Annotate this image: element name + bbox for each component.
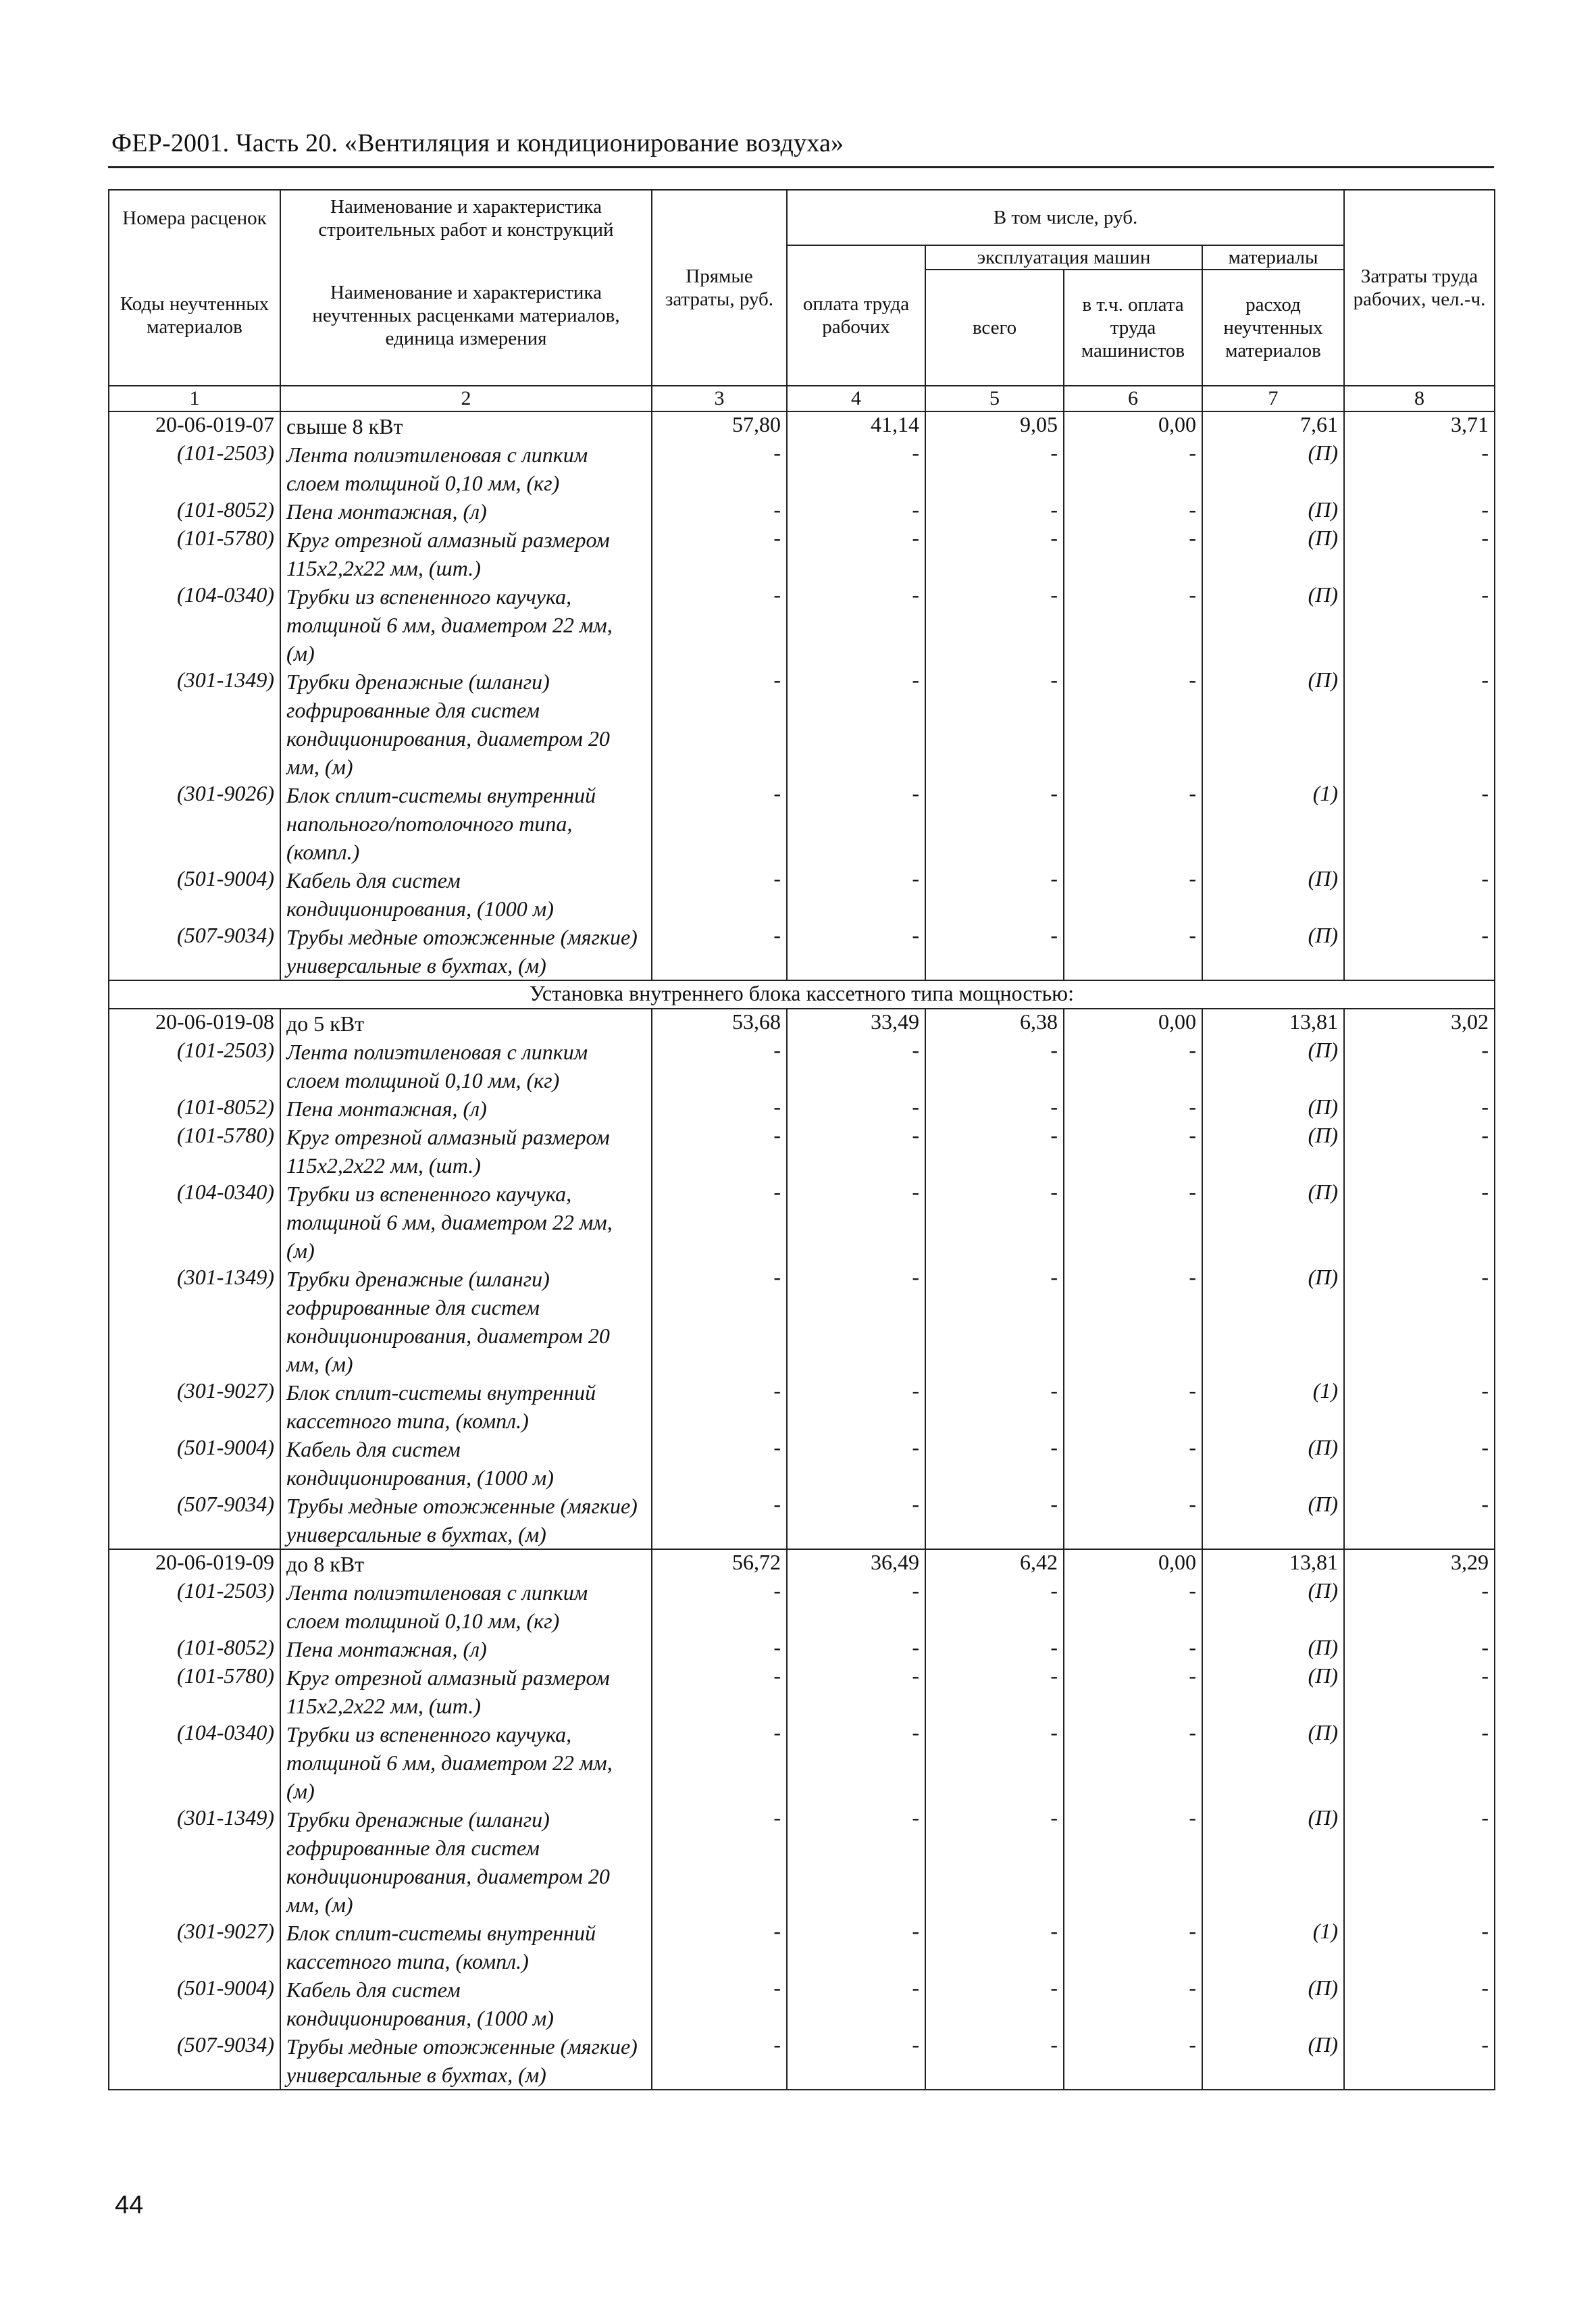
- dash: -: [652, 441, 787, 497]
- machines-total: 6,42: [925, 1549, 1064, 1578]
- dash: -: [1064, 1578, 1202, 1635]
- material-code: (301-9027): [109, 1378, 280, 1435]
- material-name: Круг отрезной алмазный размером 115х2,2х22 мм, (шт.): [280, 1123, 652, 1180]
- material-name: Пена монтажная, (л): [280, 497, 652, 526]
- dash: -: [787, 1805, 925, 1919]
- dash: -: [787, 1378, 925, 1435]
- material-code: (501-9004): [109, 1976, 280, 2032]
- material-row: [109, 1180, 1495, 1265]
- dash: -: [1064, 526, 1202, 582]
- dash: -: [1064, 1095, 1202, 1123]
- material-qty: (П): [1202, 1038, 1344, 1095]
- column-number: 5: [925, 386, 1064, 411]
- material-qty: (П): [1202, 1492, 1344, 1549]
- material-name: Пена монтажная, (л): [280, 1095, 652, 1123]
- dash: -: [925, 1095, 1064, 1123]
- materials: 13,81: [1202, 1009, 1344, 1038]
- dash: -: [787, 866, 925, 923]
- material-row: [109, 1805, 1495, 1919]
- dash: -: [787, 1919, 925, 1976]
- direct-costs: 53,68: [652, 1009, 787, 1038]
- in-total-header: В том числе, руб.: [787, 190, 1344, 245]
- dash: -: [925, 1720, 1064, 1805]
- dash: -: [1344, 441, 1495, 497]
- dash: -: [925, 1976, 1064, 2032]
- material-row: [109, 582, 1495, 668]
- material-name: Кабель для систем кондиционирования, (1000 м): [280, 866, 652, 923]
- dash: -: [1344, 1919, 1495, 1976]
- dash: -: [1064, 497, 1202, 526]
- dash: -: [787, 1976, 925, 2032]
- rate-name: до 8 кВт: [280, 1549, 652, 1578]
- dash: -: [652, 497, 787, 526]
- dash: -: [1344, 497, 1495, 526]
- material-row: [109, 2032, 1495, 2090]
- machines-wages: 0,00: [1064, 1549, 1202, 1578]
- material-row: [109, 1635, 1495, 1663]
- material-name: Лента полиэтиленовая с липким слоем толщиной 0,10 мм, (кг): [280, 441, 652, 497]
- dash: -: [1344, 866, 1495, 923]
- dash: -: [652, 668, 787, 781]
- dash: -: [787, 497, 925, 526]
- dash: -: [925, 441, 1064, 497]
- column-number: 3: [652, 386, 787, 411]
- rate-row: [109, 411, 1495, 441]
- dash: -: [925, 1805, 1064, 1919]
- dash: -: [787, 1635, 925, 1663]
- column-number: 7: [1202, 386, 1344, 411]
- materials-header: материалы: [1202, 245, 1344, 270]
- column-numbers-row: [109, 386, 1495, 411]
- material-name: Трубки дренажные (шланги) гофрированные для систем кондиционирования, диаметром 20 мм, (м): [280, 1805, 652, 1919]
- dash: -: [1064, 1492, 1202, 1549]
- dash: -: [1344, 1038, 1495, 1095]
- dash: -: [652, 1919, 787, 1976]
- dash: -: [652, 866, 787, 923]
- dash: -: [652, 1265, 787, 1378]
- material-code: (301-1349): [109, 1265, 280, 1378]
- labor-header: Затраты труда рабочих, чел.-ч.: [1344, 190, 1495, 386]
- dash: -: [652, 1635, 787, 1663]
- dash: -: [787, 1578, 925, 1635]
- material-row: [109, 1578, 1495, 1635]
- material-code: (301-9027): [109, 1919, 280, 1976]
- dash: -: [787, 441, 925, 497]
- dash: -: [1064, 1720, 1202, 1805]
- dash: -: [1064, 1635, 1202, 1663]
- rate-row: [109, 1009, 1495, 1038]
- dash: -: [652, 1720, 787, 1805]
- dash: -: [1064, 1265, 1202, 1378]
- dash: -: [1344, 1635, 1495, 1663]
- col1-top-header: Номера расценок: [109, 190, 280, 245]
- material-row: [109, 923, 1495, 980]
- dash: -: [787, 1663, 925, 1720]
- dash: -: [925, 866, 1064, 923]
- column-number: 8: [1344, 386, 1495, 411]
- dash: -: [1344, 1095, 1495, 1123]
- material-qty: (П): [1202, 1805, 1344, 1919]
- rate-code: 20-06-019-09: [109, 1549, 280, 1578]
- dash: -: [925, 1919, 1064, 1976]
- material-code: (501-9004): [109, 1435, 280, 1492]
- material-code: (301-1349): [109, 1805, 280, 1919]
- header-rule: [108, 166, 1494, 168]
- dash: -: [1064, 2032, 1202, 2090]
- dash: -: [1064, 1123, 1202, 1180]
- material-code: (101-5780): [109, 1663, 280, 1720]
- material-name: Трубки дренажные (шланги) гофрированные для систем кондиционирования, диаметром 20 мм, (м): [280, 1265, 652, 1378]
- dash: -: [1344, 1435, 1495, 1492]
- labor: 3,02: [1344, 1009, 1495, 1038]
- material-qty: (П): [1202, 526, 1344, 582]
- material-code: (101-8052): [109, 1635, 280, 1663]
- section-row: [109, 980, 1495, 1009]
- dash: -: [787, 2032, 925, 2090]
- material-name: Круг отрезной алмазный размером 115х2,2х22 мм, (шт.): [280, 1663, 652, 1720]
- dash: -: [1344, 1265, 1495, 1378]
- dash: -: [1344, 923, 1495, 980]
- material-row: [109, 1976, 1495, 2032]
- dash: -: [925, 1635, 1064, 1663]
- dash: -: [1344, 1492, 1495, 1549]
- dash: -: [1064, 866, 1202, 923]
- dash: -: [925, 2032, 1064, 2090]
- material-row: [109, 866, 1495, 923]
- machines-wages: 0,00: [1064, 1009, 1202, 1038]
- labor: 3,29: [1344, 1549, 1495, 1578]
- dash: -: [652, 1805, 787, 1919]
- machines-wages-header: в т.ч. оплата труда машинистов: [1064, 270, 1202, 386]
- table-body: [109, 411, 1495, 2090]
- dash: -: [1064, 1976, 1202, 2032]
- material-name: Блок сплит-системы внутренний кассетного типа, (компл.): [280, 1378, 652, 1435]
- col2-top-header: Наименование и характеристика строительных работ и конструкций: [280, 190, 652, 245]
- section-title: Установка внутреннего блока кассетного типа мощностью:: [109, 980, 1495, 1009]
- dash: -: [1064, 1378, 1202, 1435]
- dash: -: [1344, 526, 1495, 582]
- wages: 41,14: [787, 411, 925, 441]
- material-row: [109, 1123, 1495, 1180]
- material-name: Трубки дренажные (шланги) гофрированные для систем кондиционирования, диаметром 20 мм, (м): [280, 668, 652, 781]
- dash: -: [925, 1663, 1064, 1720]
- dash: -: [1064, 781, 1202, 866]
- dash: -: [925, 1378, 1064, 1435]
- material-row: [109, 1265, 1495, 1378]
- dash: -: [1064, 1180, 1202, 1265]
- material-row: [109, 668, 1495, 781]
- rate-code: 20-06-019-07: [109, 411, 280, 441]
- dash: -: [1064, 1805, 1202, 1919]
- wages: 33,49: [787, 1009, 925, 1038]
- dash: -: [652, 1492, 787, 1549]
- dash: -: [652, 526, 787, 582]
- dash: -: [925, 1492, 1064, 1549]
- material-qty: (П): [1202, 1180, 1344, 1265]
- material-qty: (П): [1202, 1578, 1344, 1635]
- material-row: [109, 441, 1495, 497]
- material-row: [109, 1492, 1495, 1549]
- material-name: Трубки из вспененного каучука, толщиной 6 мм, диаметром 22 мм, (м): [280, 1180, 652, 1265]
- dash: -: [652, 582, 787, 668]
- dash: -: [1344, 1123, 1495, 1180]
- material-code: (101-8052): [109, 1095, 280, 1123]
- dash: -: [925, 923, 1064, 980]
- dash: -: [925, 1038, 1064, 1095]
- material-row: [109, 497, 1495, 526]
- material-code: (301-1349): [109, 668, 280, 781]
- col1-bottom-header: Коды неучтенных материалов: [109, 245, 280, 386]
- material-qty: (1): [1202, 781, 1344, 866]
- dash: -: [1344, 1180, 1495, 1265]
- material-code: (104-0340): [109, 1720, 280, 1805]
- col2-bottom-header: Наименование и характеристика неучтенных расценками материалов, единица измерения: [280, 245, 652, 386]
- dash: -: [1064, 582, 1202, 668]
- dash: -: [1344, 582, 1495, 668]
- dash: -: [1064, 1038, 1202, 1095]
- dash: -: [787, 1038, 925, 1095]
- dash: -: [925, 781, 1064, 866]
- dash: -: [652, 1038, 787, 1095]
- dash: -: [925, 1265, 1064, 1378]
- dash: -: [787, 781, 925, 866]
- material-code: (104-0340): [109, 582, 280, 668]
- material-row: [109, 1919, 1495, 1976]
- dash: -: [1064, 441, 1202, 497]
- dash: -: [1344, 1663, 1495, 1720]
- material-code: (507-9034): [109, 2032, 280, 2090]
- material-code: (101-5780): [109, 526, 280, 582]
- material-row: [109, 1038, 1495, 1095]
- material-qty: (П): [1202, 1095, 1344, 1123]
- material-code: (101-8052): [109, 497, 280, 526]
- dash: -: [1344, 1378, 1495, 1435]
- materials: 7,61: [1202, 411, 1344, 441]
- dash: -: [787, 1180, 925, 1265]
- material-qty: (П): [1202, 923, 1344, 980]
- dash: -: [1344, 1720, 1495, 1805]
- material-code: (301-9026): [109, 781, 280, 866]
- labor: 3,71: [1344, 411, 1495, 441]
- material-qty: (П): [1202, 582, 1344, 668]
- material-name: Кабель для систем кондиционирования, (1000 м): [280, 1976, 652, 2032]
- material-row: [109, 1663, 1495, 1720]
- column-number: 4: [787, 386, 925, 411]
- page-header: ФЕР-2001. Часть 20. «Вентиляция и кондиционирование воздуха»: [111, 129, 844, 157]
- dash: -: [1064, 1919, 1202, 1976]
- material-name: Трубки из вспененного каучука, толщиной 6 мм, диаметром 22 мм, (м): [280, 582, 652, 668]
- dash: -: [1064, 1663, 1202, 1720]
- dash: -: [1344, 781, 1495, 866]
- dash: -: [925, 1180, 1064, 1265]
- material-name: Кабель для систем кондиционирования, (1000 м): [280, 1435, 652, 1492]
- material-name: Трубы медные отожженные (мягкие) универсальные в бухтах, (м): [280, 2032, 652, 2090]
- material-name: Трубы медные отожженные (мягкие) универсальные в бухтах, (м): [280, 923, 652, 980]
- material-name: Лента полиэтиленовая с липким слоем толщиной 0,10 мм, (кг): [280, 1578, 652, 1635]
- material-row: [109, 1095, 1495, 1123]
- dash: -: [1344, 1976, 1495, 2032]
- materials-sub-header: расход неучтенных материалов: [1202, 270, 1344, 386]
- material-code: (507-9034): [109, 1492, 280, 1549]
- material-name: Блок сплит-системы внутренний кассетного типа, (компл.): [280, 1919, 652, 1976]
- dash: -: [787, 1095, 925, 1123]
- direct-costs: 57,80: [652, 411, 787, 441]
- rate-row: [109, 1549, 1495, 1578]
- material-qty: (1): [1202, 1378, 1344, 1435]
- dash: -: [1344, 668, 1495, 781]
- dash: -: [925, 582, 1064, 668]
- material-qty: (П): [1202, 1123, 1344, 1180]
- dash: -: [1344, 2032, 1495, 2090]
- material-qty: (П): [1202, 1720, 1344, 1805]
- material-qty: (П): [1202, 441, 1344, 497]
- machines-total-header: всего: [925, 270, 1064, 386]
- dash: -: [787, 526, 925, 582]
- material-name: Трубы медные отожженные (мягкие) универсальные в бухтах, (м): [280, 1492, 652, 1549]
- dash: -: [652, 781, 787, 866]
- material-qty: (П): [1202, 2032, 1344, 2090]
- material-qty: (П): [1202, 866, 1344, 923]
- direct-costs: 56,72: [652, 1549, 787, 1578]
- column-number: 2: [280, 386, 652, 411]
- dash: -: [787, 1435, 925, 1492]
- dash: -: [787, 1123, 925, 1180]
- dash: -: [1344, 1805, 1495, 1919]
- price-table: [108, 189, 1495, 2090]
- material-qty: (1): [1202, 1919, 1344, 1976]
- wages: 36,49: [787, 1549, 925, 1578]
- machines-header: эксплуатация машин: [925, 245, 1202, 270]
- material-row: [109, 781, 1495, 866]
- material-code: (101-2503): [109, 1578, 280, 1635]
- material-qty: (П): [1202, 1435, 1344, 1492]
- material-qty: (П): [1202, 497, 1344, 526]
- material-name: Пена монтажная, (л): [280, 1635, 652, 1663]
- material-qty: (П): [1202, 1635, 1344, 1663]
- column-number: 6: [1064, 386, 1202, 411]
- dash: -: [787, 923, 925, 980]
- dash: -: [652, 2032, 787, 2090]
- dash: -: [1064, 668, 1202, 781]
- dash: -: [652, 1095, 787, 1123]
- rate-name: до 5 кВт: [280, 1009, 652, 1038]
- materials: 13,81: [1202, 1549, 1344, 1578]
- dash: -: [787, 1492, 925, 1549]
- dash: -: [925, 1435, 1064, 1492]
- rate-name: свыше 8 кВт: [280, 411, 652, 441]
- material-qty: (П): [1202, 1976, 1344, 2032]
- rate-code: 20-06-019-08: [109, 1009, 280, 1038]
- dash: -: [652, 1435, 787, 1492]
- machines-total: 6,38: [925, 1009, 1064, 1038]
- material-qty: (П): [1202, 1265, 1344, 1378]
- page-number: 44: [115, 2191, 144, 2219]
- dash: -: [787, 1265, 925, 1378]
- dash: -: [787, 1720, 925, 1805]
- machines-wages: 0,00: [1064, 411, 1202, 441]
- column-number: 1: [109, 386, 280, 411]
- material-code: (104-0340): [109, 1180, 280, 1265]
- material-code: (101-2503): [109, 1038, 280, 1095]
- material-row: [109, 1435, 1495, 1492]
- material-qty: (П): [1202, 1663, 1344, 1720]
- dash: -: [652, 1180, 787, 1265]
- dash: -: [1064, 1435, 1202, 1492]
- material-qty: (П): [1202, 668, 1344, 781]
- dash: -: [652, 1976, 787, 2032]
- dash: -: [925, 1578, 1064, 1635]
- material-code: (501-9004): [109, 866, 280, 923]
- material-code: (507-9034): [109, 923, 280, 980]
- dash: -: [787, 668, 925, 781]
- dash: -: [925, 526, 1064, 582]
- material-name: Блок сплит-системы внутренний напольного/потолочного типа, (компл.): [280, 781, 652, 866]
- dash: -: [1344, 1578, 1495, 1635]
- material-row: [109, 1378, 1495, 1435]
- dash: -: [652, 1578, 787, 1635]
- dash: -: [925, 668, 1064, 781]
- wages-header: оплата труда рабочих: [787, 245, 925, 386]
- direct-costs-header: Прямые затраты, руб.: [652, 190, 787, 386]
- material-code: (101-5780): [109, 1123, 280, 1180]
- dash: -: [787, 582, 925, 668]
- dash: -: [652, 1663, 787, 1720]
- material-code: (101-2503): [109, 441, 280, 497]
- material-row: [109, 1720, 1495, 1805]
- dash: -: [925, 497, 1064, 526]
- material-name: Круг отрезной алмазный размером 115х2,2х22 мм, (шт.): [280, 526, 652, 582]
- dash: -: [652, 1378, 787, 1435]
- material-name: Лента полиэтиленовая с липким слоем толщиной 0,10 мм, (кг): [280, 1038, 652, 1095]
- dash: -: [925, 1123, 1064, 1180]
- dash: -: [1064, 923, 1202, 980]
- material-name: Трубки из вспененного каучука, толщиной 6 мм, диаметром 22 мм, (м): [280, 1720, 652, 1805]
- material-row: [109, 526, 1495, 582]
- machines-total: 9,05: [925, 411, 1064, 441]
- dash: -: [652, 1123, 787, 1180]
- dash: -: [652, 923, 787, 980]
